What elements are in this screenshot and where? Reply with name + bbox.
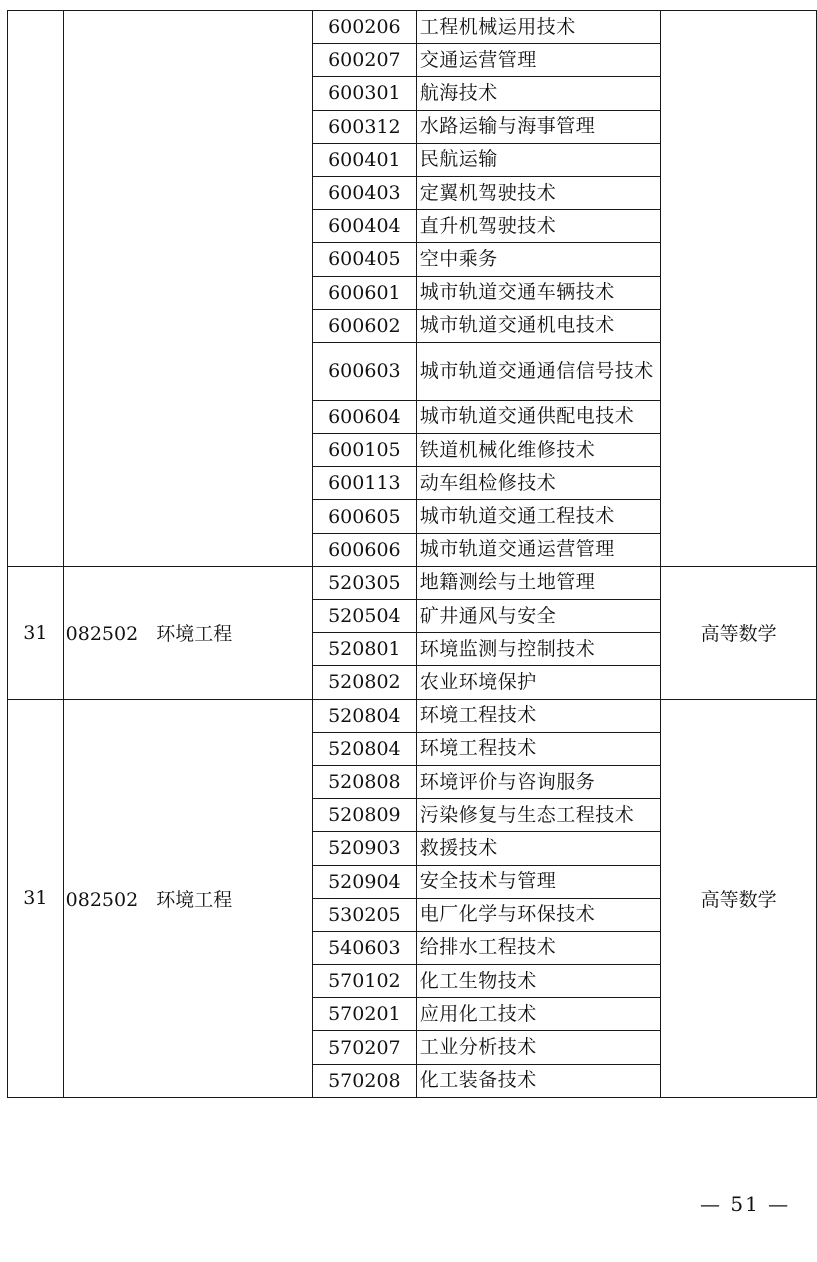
vocational-code: 520305	[313, 566, 417, 599]
major-mapping-table	[7, 10, 817, 1098]
vocational-code: 600405	[313, 243, 417, 276]
vocational-name: 给排水工程技术	[416, 931, 661, 964]
vocational-code: 520904	[313, 865, 417, 898]
vocational-code: 600401	[313, 143, 417, 176]
vocational-code: 600404	[313, 210, 417, 243]
vocational-code: 600604	[313, 400, 417, 433]
vocational-name: 动车组检修技术	[416, 467, 661, 500]
vocational-name: 城市轨道交通机电技术	[416, 309, 661, 342]
vocational-code: 600602	[313, 309, 417, 342]
vocational-name: 民航运输	[416, 143, 661, 176]
table-row	[8, 566, 817, 599]
undergrad-major-cell	[63, 699, 312, 1097]
vocational-name: 环境评价与咨询服务	[416, 765, 661, 798]
vocational-name: 应用化工技术	[416, 998, 661, 1031]
vocational-name: 工业分析技术	[416, 1031, 661, 1064]
vocational-name: 化工生物技术	[416, 965, 661, 998]
vocational-code: 570201	[313, 998, 417, 1031]
vocational-code: 520802	[313, 666, 417, 699]
vocational-name: 环境工程技术	[416, 699, 661, 732]
vocational-name: 污染修复与生态工程技术	[416, 799, 661, 832]
undergrad-major-cell	[63, 11, 312, 567]
vocational-code: 600301	[313, 77, 417, 110]
vocational-code: 600312	[313, 110, 417, 143]
vocational-name: 电厂化学与环保技术	[416, 898, 661, 931]
vocational-code: 520804	[313, 732, 417, 765]
major-name: 环境工程	[156, 623, 233, 646]
table-row	[8, 699, 817, 732]
group-number	[8, 11, 64, 567]
exam-subject: 高等数学	[661, 566, 817, 699]
vocational-code: 600605	[313, 500, 417, 533]
exam-subject: 高等数学	[661, 699, 817, 1097]
vocational-name: 工程机械运用技术	[416, 11, 661, 44]
vocational-name: 航海技术	[416, 77, 661, 110]
vocational-name: 救援技术	[416, 832, 661, 865]
undergrad-major-cell	[63, 566, 312, 699]
vocational-name: 水路运输与海事管理	[416, 110, 661, 143]
vocational-name: 环境工程技术	[416, 732, 661, 765]
group-number: 31	[8, 566, 64, 699]
vocational-name: 城市轨道交通工程技术	[416, 500, 661, 533]
table-body	[8, 11, 817, 1098]
vocational-name: 空中乘务	[416, 243, 661, 276]
vocational-name: 农业环境保护	[416, 666, 661, 699]
major-code: 082502	[65, 623, 139, 646]
vocational-code: 600206	[313, 11, 417, 44]
page-number: — 51 —	[700, 1192, 791, 1216]
vocational-code: 600603	[313, 342, 417, 400]
vocational-code: 600403	[313, 176, 417, 209]
vocational-code: 520504	[313, 600, 417, 633]
vocational-name: 城市轨道交通车辆技术	[416, 276, 661, 309]
vocational-name: 直升机驾驶技术	[416, 210, 661, 243]
vocational-code: 570207	[313, 1031, 417, 1064]
exam-subject	[661, 11, 817, 567]
major-name: 环境工程	[156, 888, 233, 911]
vocational-code: 600606	[313, 533, 417, 566]
vocational-code: 520809	[313, 799, 417, 832]
vocational-code: 520804	[313, 699, 417, 732]
vocational-name: 交通运营管理	[416, 44, 661, 77]
vocational-code: 600105	[313, 434, 417, 467]
vocational-code: 570102	[313, 965, 417, 998]
vocational-code: 520808	[313, 765, 417, 798]
vocational-name: 环境监测与控制技术	[416, 633, 661, 666]
major-code: 082502	[65, 888, 139, 911]
vocational-code: 540603	[313, 931, 417, 964]
vocational-code: 600601	[313, 276, 417, 309]
vocational-code: 530205	[313, 898, 417, 931]
group-number: 31	[8, 699, 64, 1097]
vocational-name: 地籍测绘与土地管理	[416, 566, 661, 599]
vocational-code: 600207	[313, 44, 417, 77]
table-row	[8, 11, 817, 44]
vocational-name: 矿井通风与安全	[416, 600, 661, 633]
vocational-code: 520903	[313, 832, 417, 865]
vocational-name: 安全技术与管理	[416, 865, 661, 898]
vocational-name: 城市轨道交通供配电技术	[416, 400, 661, 433]
vocational-name: 定翼机驾驶技术	[416, 176, 661, 209]
vocational-name: 铁道机械化维修技术	[416, 434, 661, 467]
vocational-name: 城市轨道交通运营管理	[416, 533, 661, 566]
vocational-code: 600113	[313, 467, 417, 500]
vocational-code: 570208	[313, 1064, 417, 1097]
vocational-name: 化工装备技术	[416, 1064, 661, 1097]
vocational-code: 520801	[313, 633, 417, 666]
vocational-name: 城市轨道交通通信信号技术	[416, 342, 661, 400]
